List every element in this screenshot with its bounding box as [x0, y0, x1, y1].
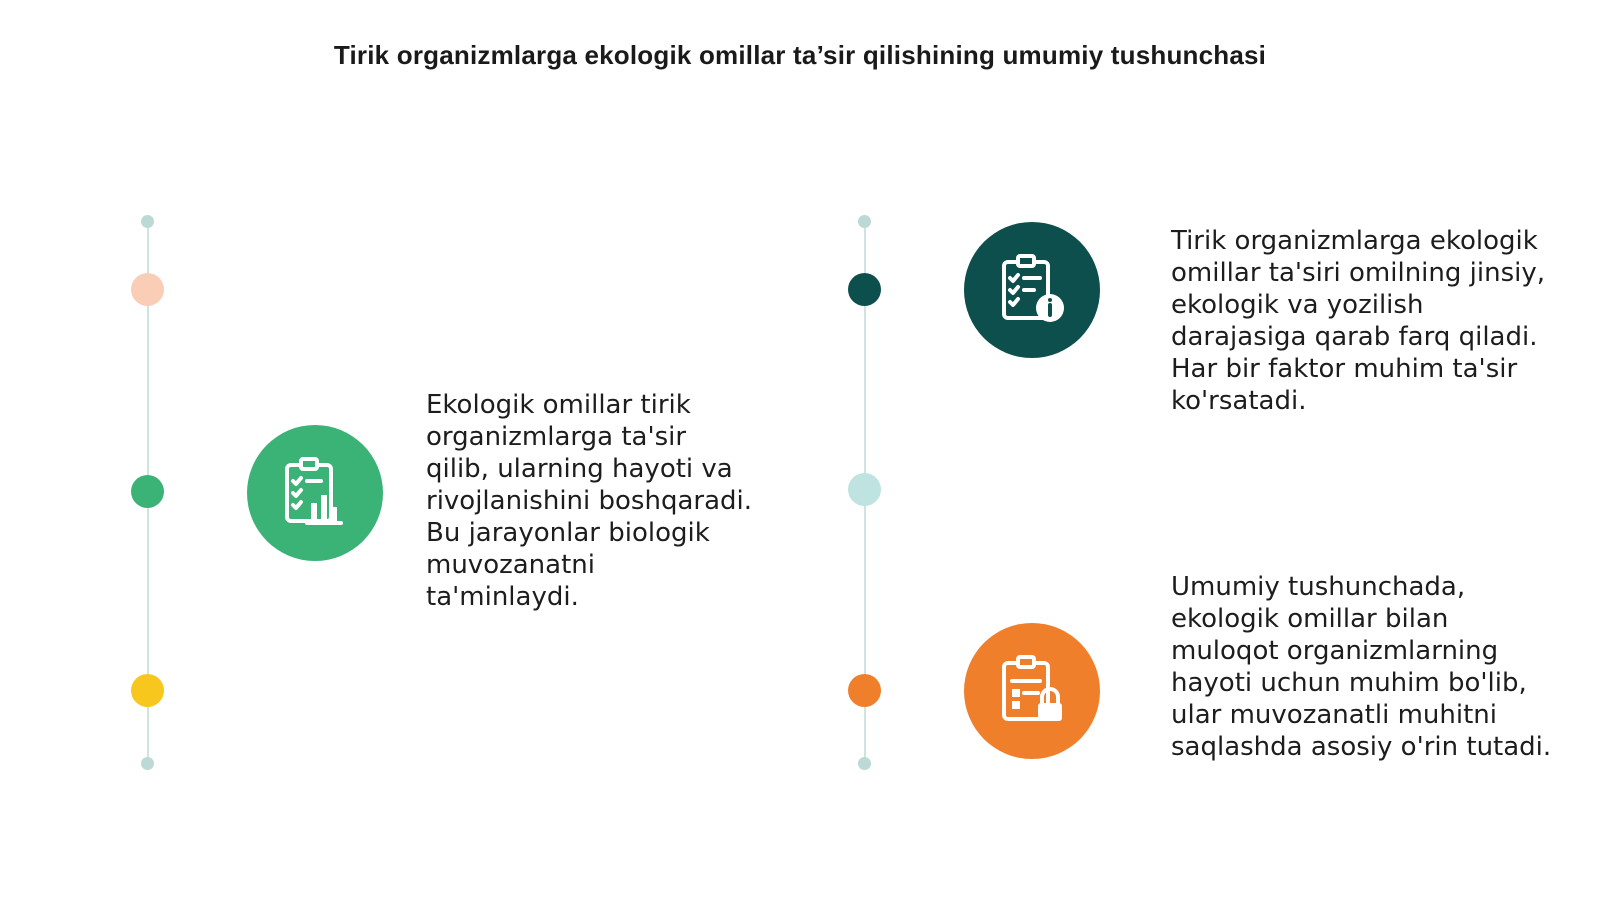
- right-rail-top-cap: [858, 215, 871, 228]
- item-2-text: Tirik organizmlarga ekologik omillar ta'siri omilning jinsiy, ekologik va yozilish darajasiga qarab farq qiladi. Har bir faktor muhim ta'sir ko'rsatadi.: [1171, 226, 1545, 416]
- item-1-text: Ekologik omillar tirik organizmlarga ta'sir qilib, ularning hayoti va rivojlanishini boshqaradi. Bu jarayonlar biologik muvozanatni ta'minlaydi.: [426, 390, 752, 612]
- right-mint-dot: [848, 473, 881, 506]
- page-title: Tirik organizmlarga ekologik omillar ta’sir qilishining umumiy tushunchasi: [333, 40, 1267, 70]
- right-dark-teal-dot: [848, 273, 881, 306]
- item-3-text: Umumiy tushunchada, ekologik omillar bilan muloqot organizmlarning hayoti uchun muhim bo'lib, ular muvozanatli muhitni saqlashda asosiy o'rin tutadi.: [1171, 572, 1552, 762]
- clipboard-chart-icon: [275, 453, 355, 533]
- clipboard-info-icon: [992, 250, 1072, 330]
- left-peach-dot: [131, 273, 164, 306]
- left-green-dot: [131, 475, 164, 508]
- clipboard-info-badge: [964, 222, 1100, 358]
- clipboard-chart-badge: [247, 425, 383, 561]
- clipboard-lock-badge: [964, 623, 1100, 759]
- left-yellow-dot: [131, 674, 164, 707]
- right-rail-bottom-cap: [858, 757, 871, 770]
- left-rail-bottom-cap: [141, 757, 154, 770]
- clipboard-lock-icon: [992, 651, 1072, 731]
- left-rail-top-cap: [141, 215, 154, 228]
- right-orange-dot: [848, 674, 881, 707]
